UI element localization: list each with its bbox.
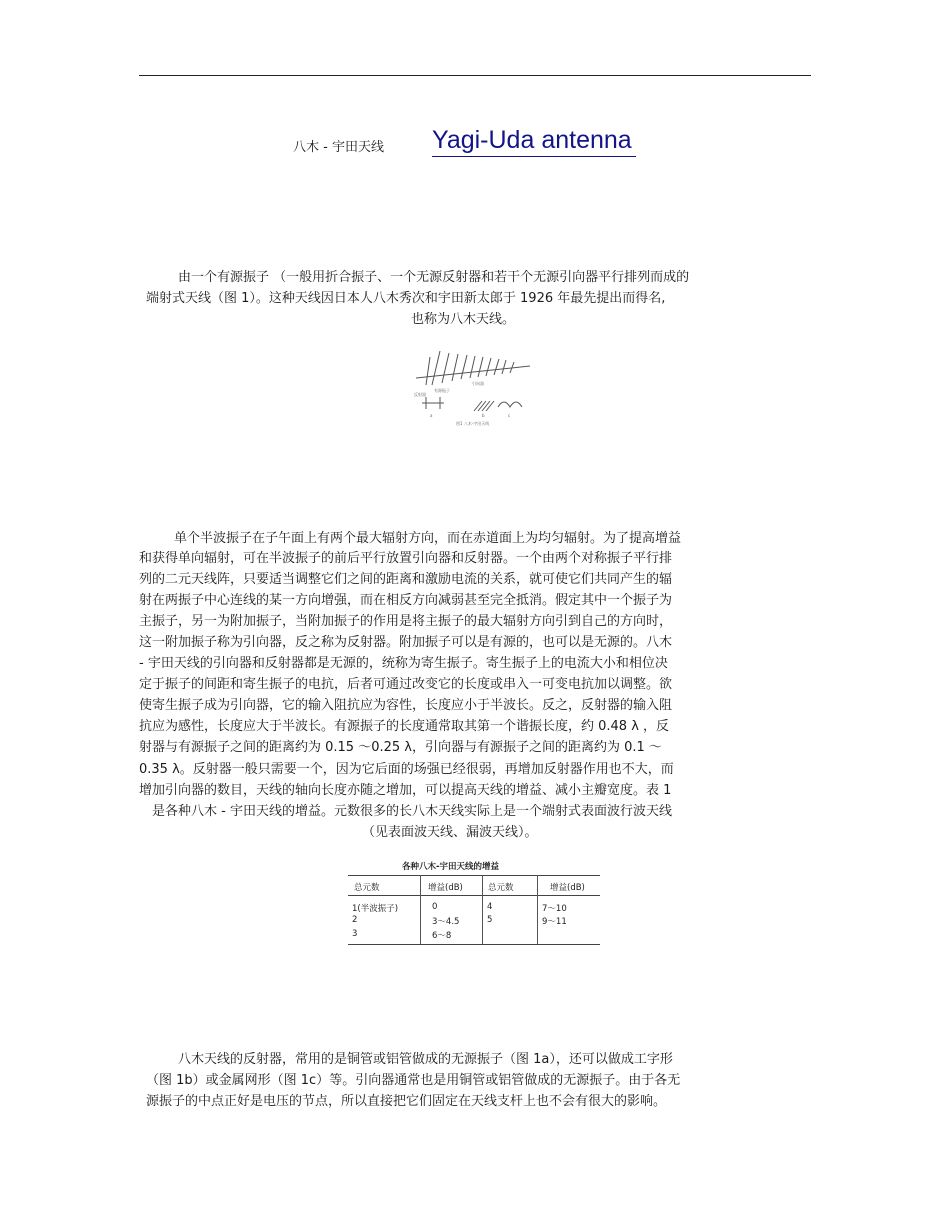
body-line-12: 0.35 λ。反射器一般只需要一个，因为它后面的场强已经很弱，再增加反射器作用也不大，而 <box>139 762 674 777</box>
body-line-11: 射器与有源振子之间的距离约为 0.15 ～0.25 λ，引向器与有源振子之间的距离约为 0.1 ～ <box>139 740 662 755</box>
header-rule <box>139 75 811 76</box>
fig-label-c: c <box>508 413 511 418</box>
intro-line-3: 也称为八木天线。 <box>411 312 516 327</box>
boom-line <box>416 366 530 378</box>
title-english-link[interactable]: Yagi-Uda antenna <box>432 124 636 157</box>
gain-table-cell: 9～11 <box>542 917 567 927</box>
body-line-15: （见表面波天线、漏波天线）。 <box>362 825 538 840</box>
gain-table-cell: 3 <box>352 929 358 939</box>
body-line-14: 是各种八木 - 宇田天线的增益。元数很多的长八木天线实际上是一个端射式表面波行波天线 <box>152 804 672 819</box>
gain-table-cell: 1(半波振子) <box>352 904 399 914</box>
closing-line-2: （图 1b）或金属网形（图 1c）等。引向器通常也是用铜管或铝管做成的无源振子。由于各无 <box>146 1073 681 1088</box>
fig-caption: 图1 八木-宇田天线 <box>456 421 490 426</box>
fig-label-director: 引向器 <box>472 381 484 386</box>
gain-table-cell: 5 <box>487 915 493 925</box>
body-line-10: 抗应为感性，长度应大于半波长。有源振子的长度通常取其第一个谐振长度，约 0.48 λ ，反 <box>139 719 670 734</box>
title-chinese: 八木 - 宇田天线 <box>293 140 384 155</box>
body-line-5: 主振子，另一为附加振子，当附加振子的作用是将主振子的最大辐射方向引到自己的方向时， <box>139 614 673 629</box>
body-line-3: 列的二元天线阵，只要适当调整它们之间的距离和激励电流的关系，就可使它们共同产生的辐 <box>139 572 673 587</box>
fig-label-driven: 有源振子 <box>434 388 450 393</box>
body-line-6: 这一附加振子称为引向器，反之称为反射器。附加振子可以是有源的，也可以是无源的。八木 <box>139 635 673 650</box>
body-line-7: - 宇田天线的引向器和反射器都是无源的，统称为寄生振子。寄生振子上的电流大小和相位决 <box>139 656 668 671</box>
body-line-8: 定于振子的间距和寄生振子的电抗，后者可通过改变它的长度或串入一可变电抗加以调整。欲 <box>139 677 673 692</box>
fig-label-reflector: 反射器 <box>414 392 426 397</box>
yagi-antenna-figure <box>412 345 536 427</box>
body-line-4: 射在两振子中心连线的某一方向增强，而在相反方向减弱甚至完全抵消。假定其中一个振子为 <box>139 593 673 608</box>
gain-table-cell: 0 <box>432 902 438 912</box>
gain-table-title: 各种八木-宇田天线的增益 <box>402 862 500 872</box>
gain-table-header-4: 增益(dB) <box>550 883 585 893</box>
fig-label-b: b <box>482 413 485 418</box>
intro-line-1: 由一个有源振子 （一般用折合振子、一个无源反射器和若干个无源引向器平行排列而成的 <box>178 270 690 285</box>
gain-table-cell: 7～10 <box>542 904 567 914</box>
gain-table-header-1: 总元数 <box>354 883 380 893</box>
gain-table <box>344 857 602 949</box>
body-line-13: 增加引向器的数目，天线的轴向长度亦随之增加，可以提高天线的增益、减小主瓣宽度。表 1 <box>139 783 672 798</box>
closing-line-3: 源振子的中点正好是电压的节点，所以直接把它们固定在天线支杆上也不会有很大的影响。 <box>146 1094 667 1109</box>
gain-table-header-2: 增益(dB) <box>428 883 463 893</box>
gain-table-cell: 3～4.5 <box>432 917 460 927</box>
body-line-2: 和获得单向辐射，可在半波振子的前后平行放置引向器和反射器。一个由两个对称振子平行排 <box>139 551 673 566</box>
closing-line-1: 八木天线的反射器，常用的是铜管或铝管做成的无源振子（图 1a），还可以做成工字形 <box>178 1052 673 1067</box>
intro-line-2: 端射式天线（图 1）。这种天线因日本人八木秀次和宇田新太郎于 1926 年最先提出而得名, <box>146 291 666 306</box>
gain-table-header-3: 总元数 <box>488 883 514 893</box>
gain-table-cell: 6～8 <box>432 931 452 941</box>
fig-label-a: a <box>430 413 433 418</box>
body-line-1: 单个半波振子在子午面上有两个最大辐射方向，而在赤道面上为均匀辐射。为了提高增益 <box>174 531 682 546</box>
gain-table-cell: 2 <box>352 915 358 925</box>
gain-table-cell: 4 <box>487 902 493 912</box>
body-line-9: 使寄生振子成为引向器，它的输入阻抗应为容性，长度应小于半波长。反之，反射器的输入阻 <box>139 698 673 713</box>
